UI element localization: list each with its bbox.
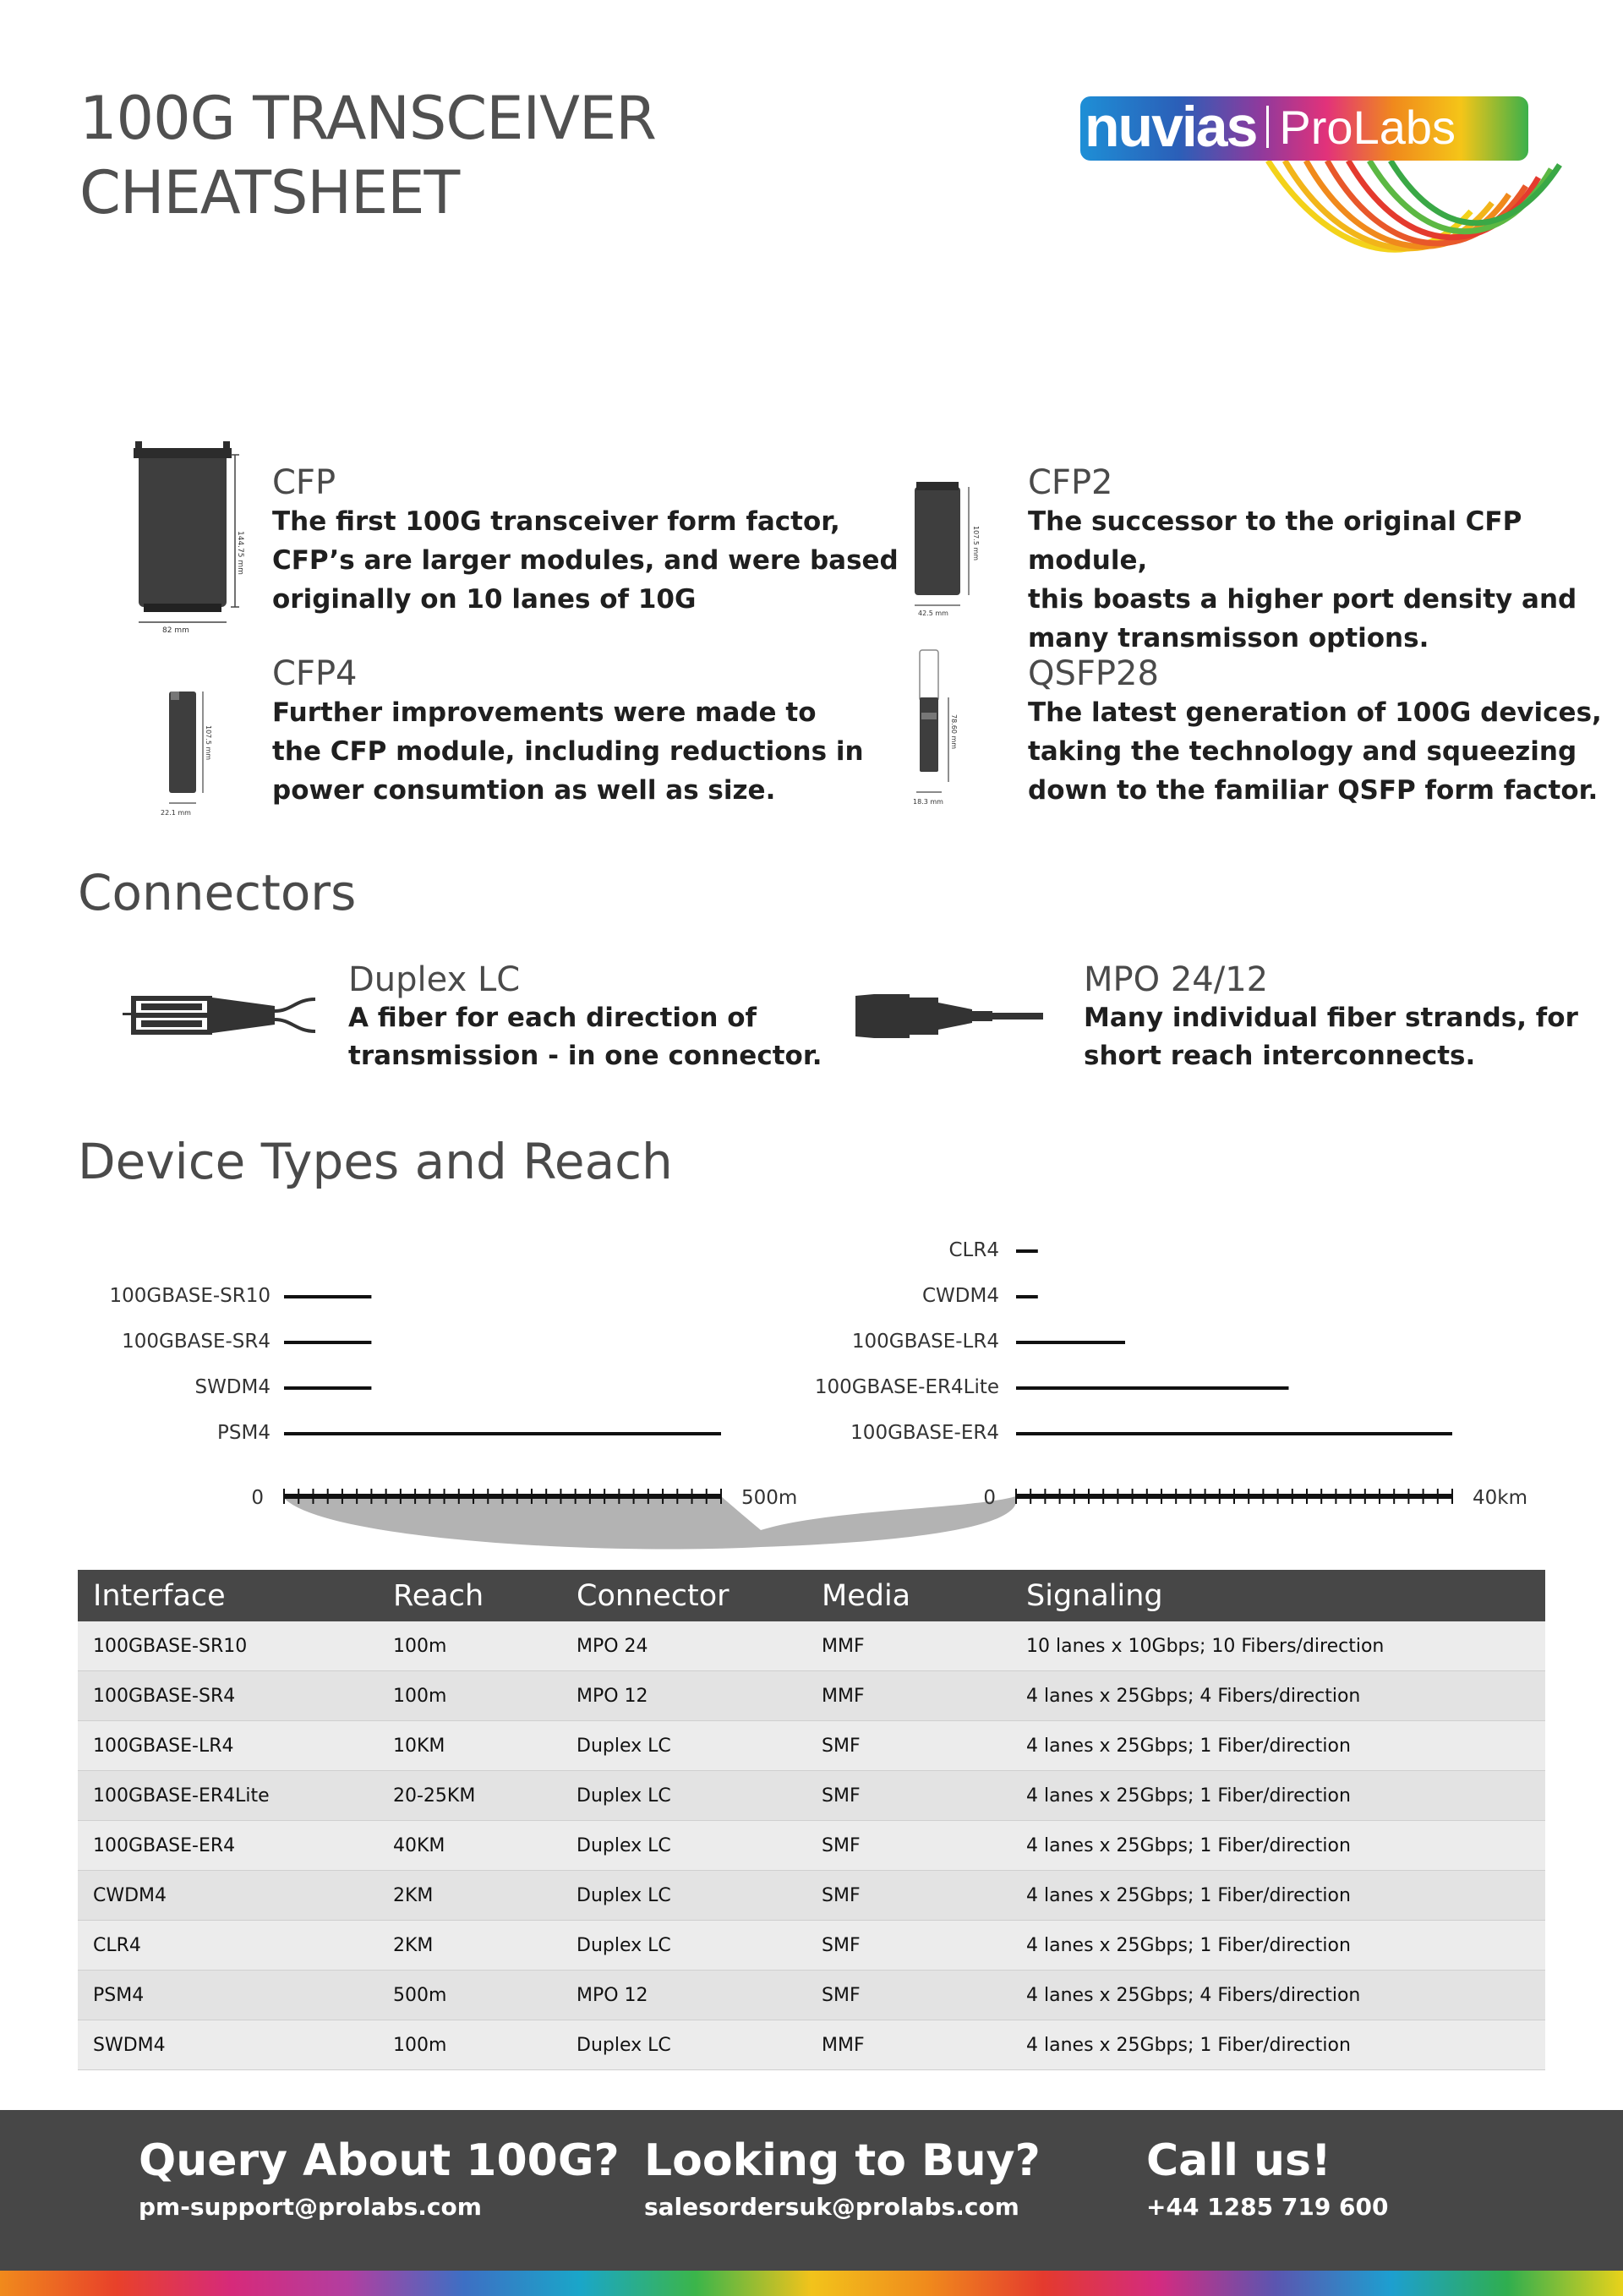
cfp4-name: CFP4 xyxy=(272,654,358,693)
reach-axis-min-label: 0 xyxy=(251,1487,264,1509)
cfp2-module-icon xyxy=(904,475,997,619)
reach-axis-min-label: 0 xyxy=(983,1487,996,1509)
reach-label-long: 100GBASE-ER4 xyxy=(850,1422,999,1444)
logo-nuvias-text: nuvias xyxy=(1085,95,1257,159)
cell-interface: 100GBASE-SR4 xyxy=(78,1671,378,1721)
reach-bar-short xyxy=(284,1386,371,1390)
reach-bar-long xyxy=(1016,1295,1038,1298)
cell-connector: Duplex LC xyxy=(561,1721,806,1771)
cell-media: SMF xyxy=(806,1871,1011,1921)
reach-scale-connector xyxy=(284,1496,1016,1550)
reach-bar-long xyxy=(1016,1432,1452,1435)
cell-connector: Duplex LC xyxy=(561,2020,806,2070)
table-row xyxy=(78,1921,1545,1971)
cell-signaling: 4 lanes x 25Gbps; 4 Fibers/direction xyxy=(1011,1671,1545,1721)
qsfp28-height-dim: 78.60 mm xyxy=(950,714,958,750)
reach-label-short: PSM4 xyxy=(217,1422,270,1444)
footer-query xyxy=(139,2135,620,2221)
reach-bar-short xyxy=(284,1432,721,1435)
cfp4-height-dim: 107.5 mm xyxy=(205,725,212,761)
logo-prolabs-text: ProLabs xyxy=(1279,100,1456,154)
cfp-desc-line: CFP’s are larger modules, and were based xyxy=(272,545,899,576)
cell-reach: 100m xyxy=(378,1671,561,1721)
cfp2-name: CFP2 xyxy=(1028,463,1113,502)
mpo-description xyxy=(1084,960,1578,1075)
cell-interface: CLR4 xyxy=(78,1921,378,1971)
support-email-link[interactable]: pm-support@prolabs.com xyxy=(139,2193,482,2221)
duplex-lc-connector-icon xyxy=(123,987,325,1043)
spec-table xyxy=(78,1570,1545,2070)
cell-reach: 100m xyxy=(378,1621,561,1671)
cfp2-width-dim: 42.5 mm xyxy=(918,610,948,617)
cfp2-height-dim: 107.5 mm xyxy=(972,526,980,561)
cell-interface: 100GBASE-ER4Lite xyxy=(78,1771,378,1821)
mpo-name: MPO 24/12 xyxy=(1084,960,1269,999)
cell-connector: Duplex LC xyxy=(561,1821,806,1871)
table-row xyxy=(78,1971,1545,2020)
cell-reach: 2KM xyxy=(378,1921,561,1971)
reach-label-long: 100GBASE-ER4Lite xyxy=(814,1376,999,1398)
cfp-name: CFP xyxy=(272,463,336,502)
cell-interface: 100GBASE-SR10 xyxy=(78,1621,378,1671)
footer-buy xyxy=(644,2135,1041,2221)
cell-signaling: 4 lanes x 25Gbps; 1 Fiber/direction xyxy=(1011,1721,1545,1771)
reach-axis-max-label: 40km xyxy=(1473,1487,1527,1509)
title-line-2: CHEATSHEET xyxy=(79,158,460,227)
table-row xyxy=(78,1871,1545,1921)
reach-label-short: SWDM4 xyxy=(194,1376,270,1398)
reach-label-short: 100GBASE-SR4 xyxy=(122,1331,270,1353)
cell-media: SMF xyxy=(806,1721,1011,1771)
cell-media: MMF xyxy=(806,1621,1011,1671)
cell-signaling: 4 lanes x 25Gbps; 4 Fibers/direction xyxy=(1011,1971,1545,2020)
cell-media: SMF xyxy=(806,1771,1011,1821)
cell-interface: SWDM4 xyxy=(78,2020,378,2070)
reach-bar-long xyxy=(1016,1249,1038,1253)
cfp4-module-icon xyxy=(152,683,228,818)
footer-buy-heading: Looking to Buy? xyxy=(644,2135,1041,2186)
cfp2-desc-line: this boasts a higher port density and xyxy=(1028,584,1577,615)
mpo-desc-line: short reach interconnects. xyxy=(1084,1041,1476,1071)
rainbow-bar xyxy=(0,2271,1623,2296)
header-signaling: Signaling xyxy=(1011,1570,1545,1621)
cell-connector: MPO 24 xyxy=(561,1621,806,1671)
duplex-lc-name: Duplex LC xyxy=(348,960,521,999)
cell-interface: CWDM4 xyxy=(78,1871,378,1921)
cfp2-description xyxy=(1028,463,1623,658)
table-row xyxy=(78,2020,1545,2070)
footer xyxy=(0,2110,1623,2271)
cell-signaling: 10 lanes x 10Gbps; 10 Fibers/direction xyxy=(1011,1621,1545,1671)
header-reach: Reach xyxy=(378,1570,561,1621)
connectors-heading: Connectors xyxy=(78,864,357,921)
reach-bar-short xyxy=(284,1341,371,1344)
cell-signaling: 4 lanes x 25Gbps; 1 Fiber/direction xyxy=(1011,1921,1545,1971)
qsfp28-desc-line: taking the technology and squeezing xyxy=(1028,736,1577,767)
reach-chart-short xyxy=(109,1285,797,1509)
reach-chart xyxy=(0,1217,1623,1555)
reach-bar-long xyxy=(1016,1386,1289,1390)
cfp-height-dim: 144.75 mm xyxy=(236,531,244,575)
cfp-description xyxy=(272,463,899,619)
header-interface: Interface xyxy=(78,1570,378,1621)
cell-reach: 100m xyxy=(378,2020,561,2070)
cell-signaling: 4 lanes x 25Gbps; 1 Fiber/direction xyxy=(1011,1771,1545,1821)
reach-bar-short xyxy=(284,1295,371,1298)
cell-connector: Duplex LC xyxy=(561,1871,806,1921)
duplex-lc-desc-line: A fiber for each direction of xyxy=(348,1003,757,1033)
cell-interface: 100GBASE-ER4 xyxy=(78,1821,378,1871)
cfp4-description xyxy=(272,654,864,810)
cell-reach: 2KM xyxy=(378,1871,561,1921)
footer-call xyxy=(1146,2135,1389,2221)
cell-reach: 20-25KM xyxy=(378,1771,561,1821)
reach-label-long: 100GBASE-LR4 xyxy=(851,1331,999,1353)
cell-connector: MPO 12 xyxy=(561,1971,806,2020)
cfp-module-icon xyxy=(118,438,245,634)
cell-signaling: 4 lanes x 25Gbps; 1 Fiber/direction xyxy=(1011,1871,1545,1921)
cell-signaling: 4 lanes x 25Gbps; 1 Fiber/direction xyxy=(1011,1821,1545,1871)
cfp4-desc-line: Further improvements were made to xyxy=(272,697,817,728)
reach-axis-max-label: 500m xyxy=(741,1487,798,1509)
cell-media: SMF xyxy=(806,1971,1011,2020)
reach-label-long: CWDM4 xyxy=(922,1285,999,1307)
cell-connector: Duplex LC xyxy=(561,1921,806,1971)
cfp4-width-dim: 22.1 mm xyxy=(161,809,191,817)
page-title xyxy=(79,81,656,230)
cell-interface: PSM4 xyxy=(78,1971,378,2020)
cfp2-desc-line: many transmisson options. xyxy=(1028,623,1429,653)
qsfp28-desc-line: The latest generation of 100G devices, xyxy=(1028,697,1602,728)
footer-call-heading: Call us! xyxy=(1146,2135,1331,2186)
table-row xyxy=(78,1771,1545,1821)
cell-reach: 500m xyxy=(378,1971,561,2020)
qsfp28-width-dim: 18.3 mm xyxy=(913,798,943,806)
cell-reach: 40KM xyxy=(378,1821,561,1871)
cell-signaling: 4 lanes x 25Gbps; 1 Fiber/direction xyxy=(1011,2020,1545,2070)
cell-media: MMF xyxy=(806,1671,1011,1721)
cell-reach: 10KM xyxy=(378,1721,561,1771)
reach-label-short: 100GBASE-SR10 xyxy=(109,1285,270,1307)
sales-email-link[interactable]: salesordersuk@prolabs.com xyxy=(644,2193,1019,2221)
logo-divider xyxy=(1266,106,1269,148)
duplex-lc-description xyxy=(348,960,822,1075)
table-header-row xyxy=(78,1570,1545,1621)
table-row xyxy=(78,1821,1545,1871)
qsfp28-name: QSFP28 xyxy=(1028,654,1159,693)
footer-query-heading: Query About 100G? xyxy=(139,2135,620,2186)
cfp-desc-line: originally on 10 lanes of 10G xyxy=(272,584,697,615)
phone-number-link[interactable]: +44 1285 719 600 xyxy=(1146,2193,1389,2221)
reach-heading: Device Types and Reach xyxy=(78,1133,673,1190)
cell-media: MMF xyxy=(806,2020,1011,2070)
qsfp28-desc-line: down to the familiar QSFP form factor. xyxy=(1028,775,1598,806)
reach-label-long: CLR4 xyxy=(948,1239,999,1261)
duplex-lc-desc-line: transmission - in one connector. xyxy=(348,1041,822,1071)
cfp-desc-line: The first 100G transceiver form factor, xyxy=(272,506,840,537)
cfp4-desc-line: the CFP module, including reductions in xyxy=(272,736,864,767)
cfp4-desc-line: power consumtion as well as size. xyxy=(272,775,776,806)
reach-bar-long xyxy=(1016,1341,1125,1344)
cfp2-desc-line: The successor to the original CFP module, xyxy=(1028,506,1522,576)
qsfp28-description xyxy=(1028,654,1602,810)
qsfp28-module-icon xyxy=(904,647,997,807)
reach-chart-long xyxy=(815,1239,1527,1509)
cell-interface: 100GBASE-LR4 xyxy=(78,1721,378,1771)
cell-media: SMF xyxy=(806,1821,1011,1871)
table-row xyxy=(78,1721,1545,1771)
cell-connector: MPO 12 xyxy=(561,1671,806,1721)
table-row xyxy=(78,1671,1545,1721)
cell-media: SMF xyxy=(806,1921,1011,1971)
mpo-desc-line: Many individual fiber strands, for xyxy=(1084,1003,1578,1033)
logo-wordmark xyxy=(1085,95,1456,159)
cfp-width-dim: 82 mm xyxy=(162,626,189,634)
mpo-connector-icon xyxy=(854,991,1057,1041)
header-media: Media xyxy=(806,1570,1011,1621)
header-connector: Connector xyxy=(561,1570,806,1621)
title-line-1: 100G TRANSCEIVER xyxy=(79,84,656,153)
cell-connector: Duplex LC xyxy=(561,1771,806,1821)
table-row xyxy=(78,1621,1545,1671)
